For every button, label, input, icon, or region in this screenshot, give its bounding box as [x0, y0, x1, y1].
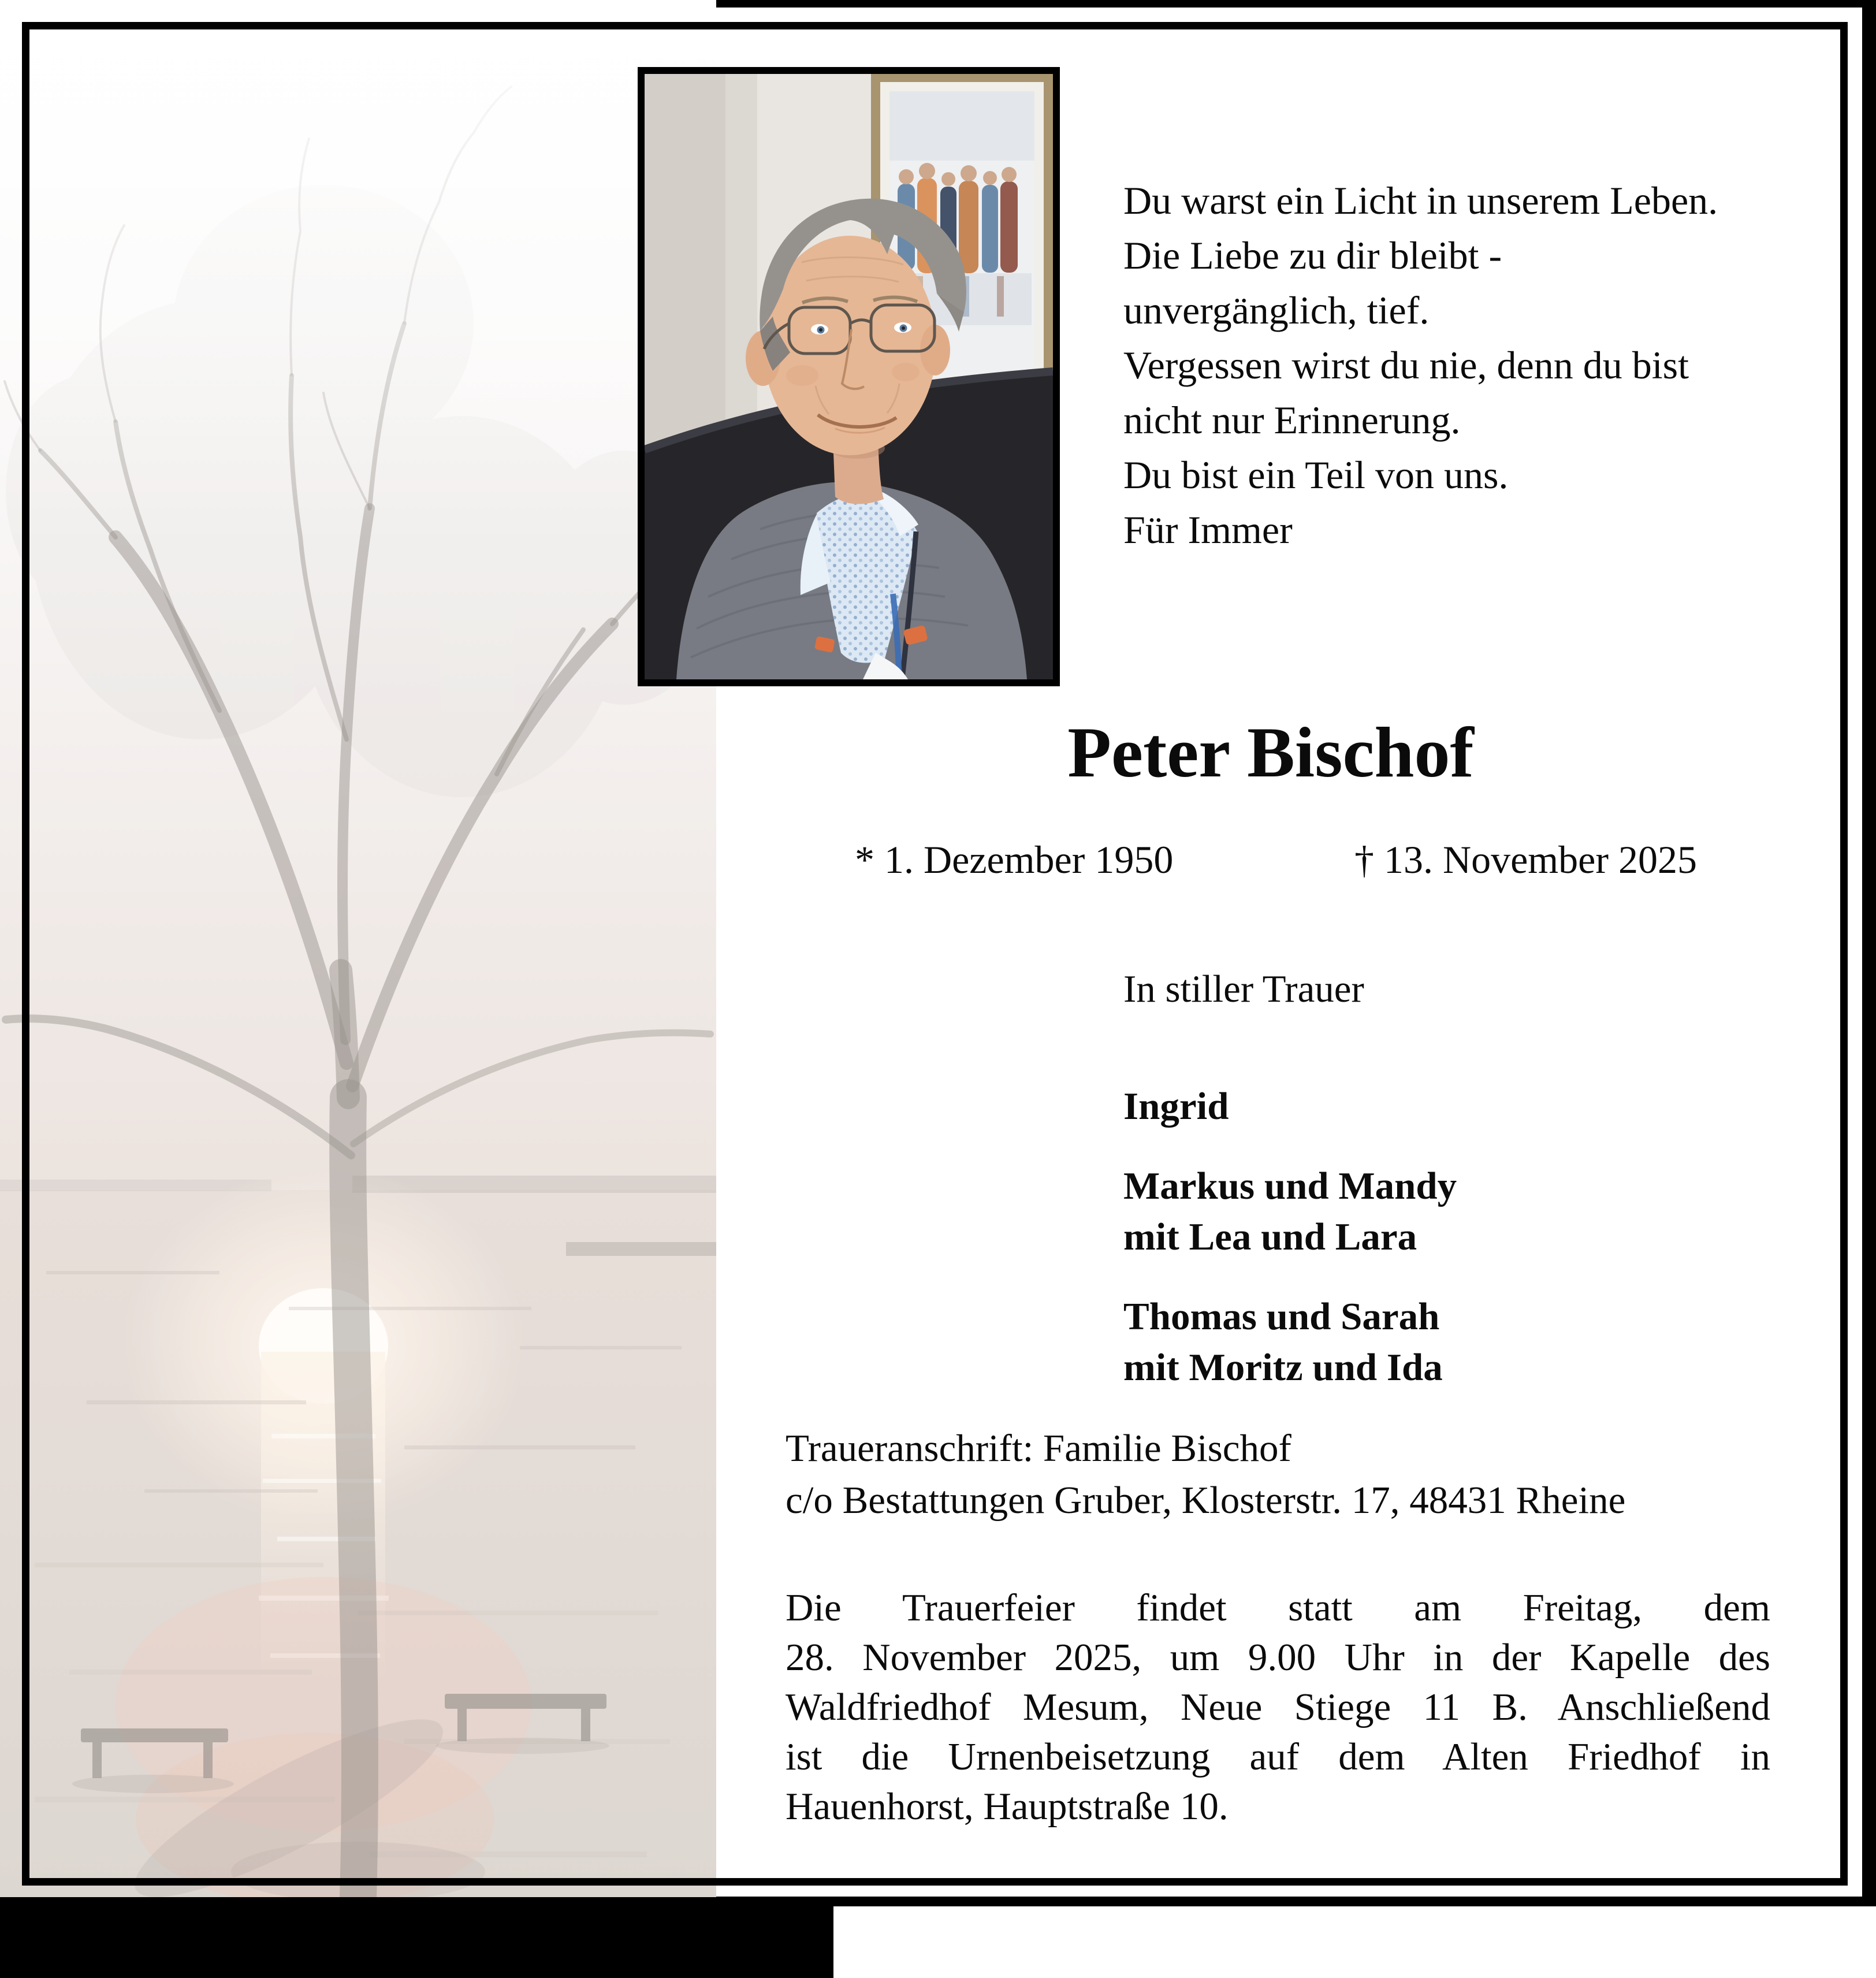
notice-line: ist die Urnenbeisetzung auf dem Alten Friedhof in — [786, 1735, 1770, 1778]
death-date: † 13. November 2025 — [1354, 838, 1698, 882]
poem-line: Du warst ein Licht in unserem Leben. — [1123, 179, 1718, 222]
mourner-line: Thomas und Sarah — [1123, 1295, 1440, 1338]
poem-line: Für Immer — [1123, 508, 1293, 552]
portrait-photo — [638, 67, 1060, 686]
notice-line: 28. November 2025, um 9.00 Uhr in der Kapelle des — [786, 1636, 1770, 1679]
mourner-line: Markus und Mandy — [1123, 1165, 1457, 1207]
address-line: Traueranschrift: Familie Bischof — [786, 1427, 1291, 1470]
poem-line: Vergessen wirst du nie, denn du bist — [1123, 343, 1689, 387]
mourner-line: Ingrid — [1123, 1085, 1229, 1128]
page-right-edge — [1862, 0, 1876, 1906]
funeral-notice — [786, 1583, 1770, 1831]
mourner-line: mit Moritz und Ida — [1123, 1346, 1443, 1389]
poem-line: unvergänglich, tief. — [1123, 288, 1430, 332]
next-item-black-block — [0, 1897, 833, 1978]
deceased-name: Peter Bischof — [1067, 713, 1474, 792]
poem-line: nicht nur Erinnerung. — [1123, 398, 1461, 442]
poem-line: Du bist ein Teil von uns. — [1123, 453, 1509, 497]
mourner-group — [1123, 1081, 1817, 1132]
mourner-group — [1123, 1291, 1817, 1393]
mourning-section — [1123, 964, 1817, 1393]
memorial-poem — [1123, 173, 1840, 557]
mourner-group — [1123, 1161, 1817, 1262]
mourner-line: mit Lea und Lara — [1123, 1215, 1417, 1258]
notice-line: Waldfriedhof Mesum, Neue Stiege 11 B. Anschließend — [786, 1686, 1770, 1728]
mourning-address — [786, 1422, 1802, 1526]
birth-date: * 1. Dezember 1950 — [855, 838, 1174, 882]
notice-line: Hauenhorst, Hauptstraße 10. — [786, 1785, 1229, 1828]
notice-line: Die Trauerfeier findet statt am Freitag, dem — [786, 1586, 1770, 1629]
address-line: c/o Bestattungen Gruber, Klosterstr. 17, 48431 Rheine — [786, 1479, 1626, 1522]
poem-line: Die Liebe zu dir bleibt - — [1123, 233, 1502, 277]
mourning-intro: In stiller Trauer — [1123, 968, 1364, 1010]
